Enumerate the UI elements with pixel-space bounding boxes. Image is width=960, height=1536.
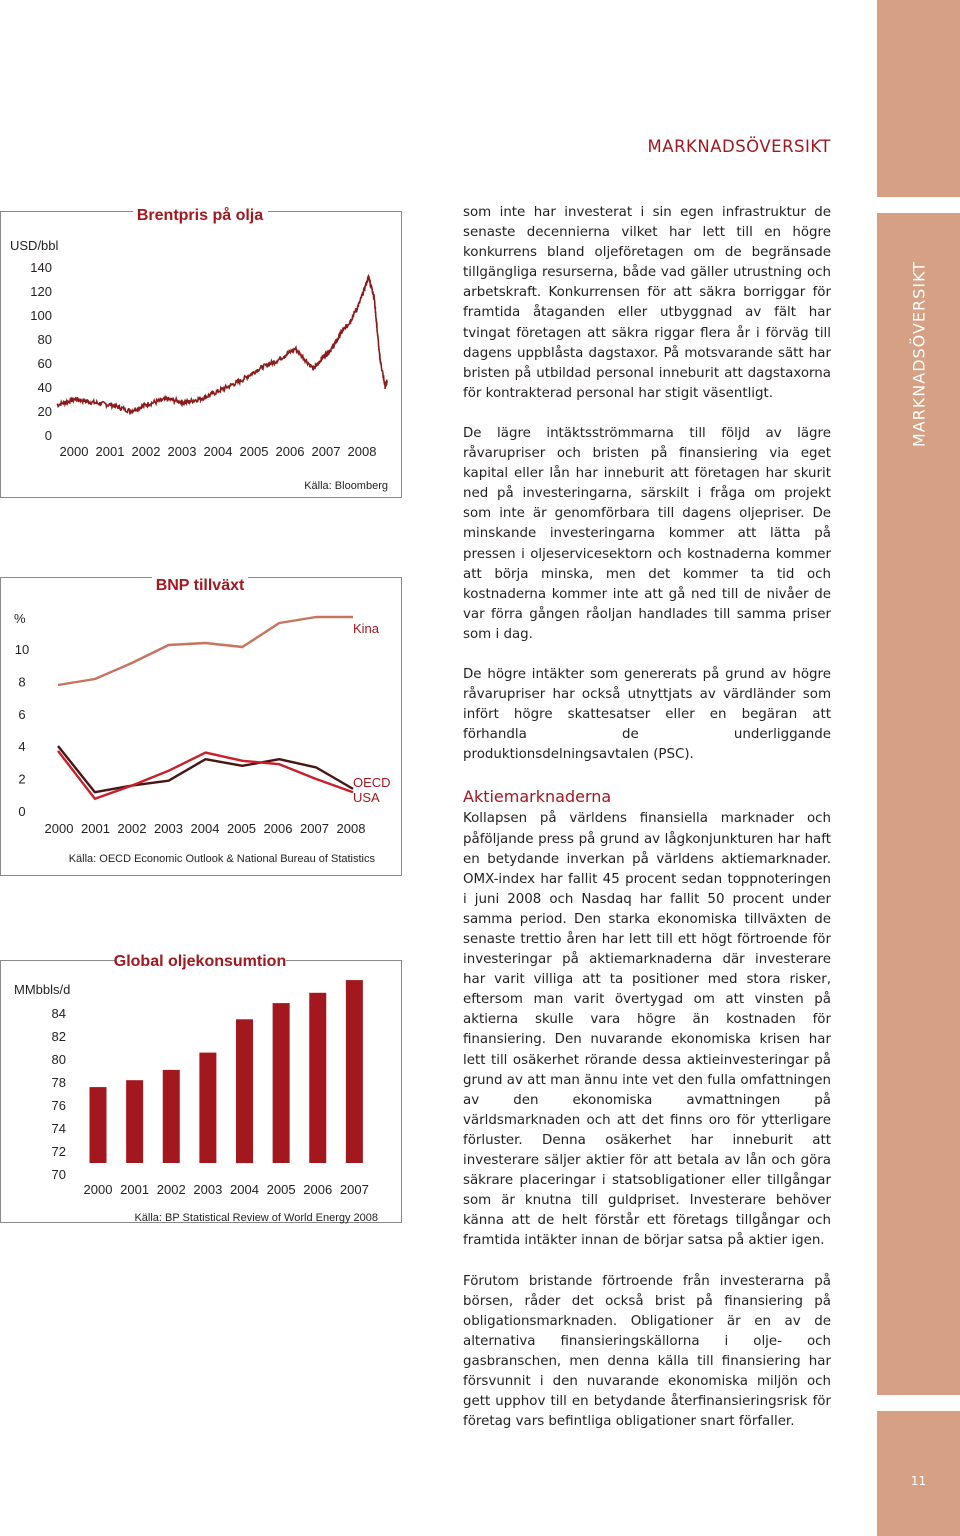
y-tick-label: 74 [51,1121,66,1136]
x-tick-label: 2008 [347,444,377,459]
y-tick-label: 40 [37,380,52,395]
x-tick-label: 2003 [154,821,183,836]
x-tick-label: 2002 [156,1182,186,1197]
section-header: MARKNADSÖVERSIKT [647,137,831,156]
legend-oecd: OECD [353,775,391,790]
x-tick-label: 2006 [263,821,293,836]
page-number: 11 [910,1474,927,1488]
x-tick-label: 2001 [81,821,110,836]
series-line-kina [58,617,353,685]
x-tick-label: 2004 [190,821,220,836]
x-tick-label: 2001 [120,1182,150,1197]
paragraph: De högre intäkter som genererats på grund av högre råvarupriser har också utnyttjats av värdländer som infört högre skattesatser eller en begäran att förhandla de underliggande produktionsdelningsavtalen (PSC). [463,666,831,763]
oil-consumption-chart [0,945,410,1235]
y-tick-label: 78 [51,1075,66,1090]
y-tick-label: 72 [51,1144,66,1159]
x-tick-label: 2000 [59,444,89,459]
chart-title: Global oljekonsumtion [113,953,287,970]
y-tick-label: 4 [18,739,26,755]
side-section-label: MARKNADSÖVERSIKT [909,260,928,448]
y-tick-label: 70 [51,1167,66,1182]
legend-kina: Kina [353,621,380,636]
bar [90,1087,107,1163]
y-tick-label: 84 [51,1006,66,1021]
gdp-growth-chart [0,565,410,881]
x-tick-label: 2005 [239,444,269,459]
brent-price-line [57,276,387,413]
chart-source: Källa: Bloomberg [304,480,388,492]
y-axis-unit: USD/bbl [10,238,59,253]
y-tick-label: 140 [30,260,52,275]
bar [163,1070,180,1163]
y-axis-unit: MMbbls/d [14,982,71,997]
chart-source: Källa: OECD Economic Outlook & National Bureau of Statistics [68,853,375,865]
x-tick-label: 2000 [44,821,74,836]
y-tick-label: 0 [18,804,26,819]
paragraph: De lägre intäktsströmmarna till följd av lägre råvarupriser och bristen på finansiering via eget kapital eller lån har inneburit att företagen har skurit ned på investeringarna, särskilt i fråga om projekt som inte är genomförbara till dagens oljepriser. De minskande investeringarna kommer att lätta på pressen i oljeservicesektorn och kostnaderna kommer att börja minska, men det kommer ta tid och kostnaderna kommer inte att gå ned till de nivåer de var förra gången råoljan handlades till samma priser som i dag. [463,425,831,642]
y-tick-label: 8 [18,674,26,690]
x-tick-label: 2003 [167,444,197,459]
x-tick-label: 2002 [131,444,161,459]
bar [126,1080,143,1163]
y-tick-label: 10 [14,642,30,657]
x-tick-label: 2006 [303,1182,333,1197]
y-tick-label: 6 [18,706,26,722]
y-tick-label: 0 [44,428,52,443]
paragraph: som inte har investerat i sin egen infrastruktur de senaste decennierna vilket har lett till en högre konkurrens bland oljeföretagen om de begränsade tillgängliga resurserna, både vad gäller utrustning och arbetskraft. Konkurrensen för att säkra borriggar för framtida åtaganden eller utbyggnad av fält har tvingat företagen att säkra riggar flera år i förväg till dagens uppblåsta dagstaxor. På motsvarande sätt har bristen på utbildad personal inneburit att dagstaxorna för kontrakterad personal har stigit väsentligt. [463,205,831,401]
chart-title: Brentpris på olja [136,207,264,224]
x-tick-label: 2003 [193,1182,223,1197]
x-tick-label: 2007 [339,1182,369,1197]
chart-source: Källa: BP Statistical Review of World Energy 2008 [134,1212,378,1224]
article-text [463,203,831,1452]
x-tick-label: 2004 [203,444,233,459]
x-tick-label: 2006 [275,444,305,459]
x-tick-label: 2007 [311,444,341,459]
x-tick-label: 2001 [95,444,125,459]
y-tick-label: 76 [51,1098,66,1113]
x-tick-label: 2008 [336,821,366,836]
bar [346,980,363,1163]
y-tick-label: 80 [51,1052,66,1067]
bar [273,1003,290,1163]
y-tick-label: 120 [30,284,52,299]
x-tick-label: 2007 [300,821,329,836]
chart-title: BNP tillväxt [155,577,245,594]
legend-usa: USA [353,790,380,805]
y-tick-label: 60 [37,356,52,371]
paragraph: Förutom bristande förtroende från investerarna på börsen, råder det också brist på finansiering på obligationsmarknaden. Obligationer är en av de alternativa finansieringskällorna i olje- och gasbranschen, men denna källa till finansiering har försvunnit i den nuvarande ekonomiska miljön och gett upphov till en betydande återfinansieringsrisk för företag vars befintliga obligationer snart förfaller. [463,1273,831,1430]
stripe-divider [877,1395,960,1411]
brent-price-chart [0,195,410,505]
bar [309,993,326,1163]
y-tick-label: 2 [18,771,26,787]
bar [236,1019,253,1163]
y-tick-label: 100 [30,308,52,323]
y-tick-label: 82 [51,1029,66,1044]
y-tick-label: 80 [37,332,52,347]
x-tick-label: 2005 [227,821,256,836]
bar [199,1053,216,1163]
x-tick-label: 2002 [117,821,147,836]
section-heading: Aktiemarknaderna [463,787,612,807]
paragraph: Kollapsen på världens finansiella marknader och påföljande press på grund av lågkonjunkturen har haft en betydande inverkan på världens aktiemarknader. OMX-index har fallit 45 procent sedan toppnoteringen i juni 2008 och Nasdaq har fallit 50 procent under samma period. Den starka ekonomiska tillväxten de senaste trettio åren har lett till ett högt förtroende för investeringar på aktiemarknaderna där investerare har varit villiga att ta positioner med stora risker, eftersom man varit övertygad om att vinsten på aktierna skulle vara högre än kostnaden för finansiering. Den nuvarande ekonomiska krisen har lett till osäkerhet rörande dessa aktieinvesteringar på grund av att man ännu inte vet den fulla omfattningen av den ekonomiska avmattningen på världsmarknaden och att det finns oro för ytterligare förluster. Denna osäkerhet har inneburit att investerare säljer aktier för att betala av lån och göra säkrare placeringar i statsobligationer eller tillgångar som är knutna till guldpriset. Investerare behöver känna att de helt förstår ett företags tillgångar och framtida intäkter innan de börjar satsa på aktier igen. [463,811,831,1249]
y-tick-label: 20 [37,404,52,419]
y-axis-unit: % [14,611,26,626]
x-tick-label: 2005 [266,1182,296,1197]
x-tick-label: 2004 [230,1182,259,1197]
x-tick-label: 2000 [83,1182,113,1197]
